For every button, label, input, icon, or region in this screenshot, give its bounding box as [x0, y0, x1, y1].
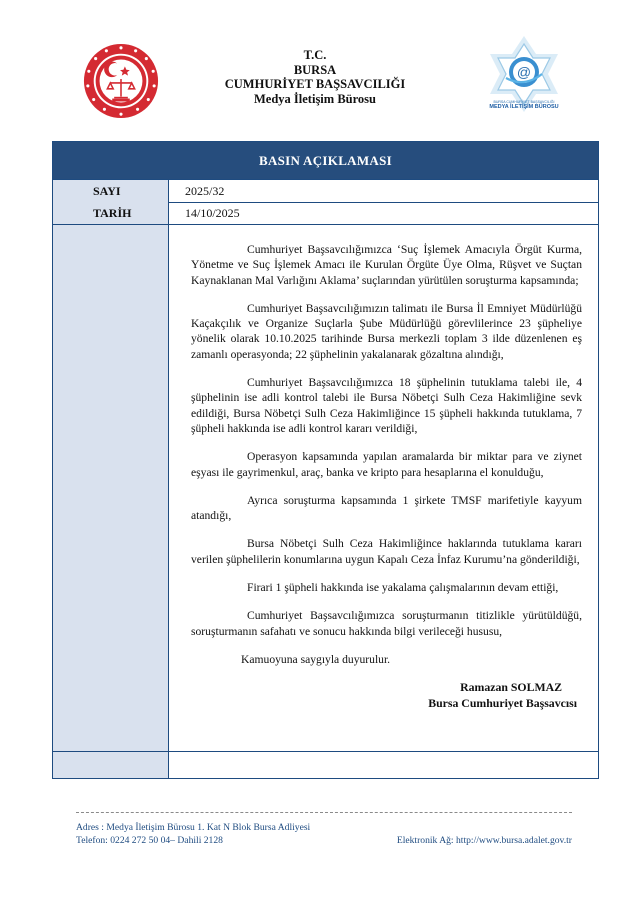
- footer-website: Elektronik Ağ: http://www.bursa.adalet.gov.tr: [396, 835, 572, 846]
- date-label: TARİH: [53, 202, 169, 224]
- press-release-text: [191, 242, 582, 711]
- number-row: [53, 179, 598, 203]
- footer-phone: Telefon: 0224 272 50 04– Dahili 2128: [76, 835, 223, 846]
- number-value: 2025/32: [185, 184, 225, 198]
- paragraph: Cumhuriyet Başsavcılığımızın talimatı ile Bursa İl Emniyet Müdürlüğü Kaçakçılık ve Organize Suçlarla Şube Müdürlüğü görevlilerince 23 şüpheliye yönelik olarak 10.10.2025 tarihinde Bursa merkezli toplam 3 ilde düzenlenen eş zamanlı operasyonda; 22 şüphelinin yakalanarak gözaltına alındığı,: [191, 301, 582, 361]
- footer-right-cell: [169, 751, 598, 778]
- closing-line: Kamuoyuna saygıyla duyurulur.: [241, 652, 391, 666]
- body-content-cell: [169, 225, 598, 751]
- title-line-office: CUMHURİYET BAŞSAVCILIĞI: [224, 77, 406, 91]
- title-line-bureau: Medya İletişim Bürosu: [254, 91, 376, 106]
- title-line-tc: T.C.: [303, 48, 327, 62]
- logo-caption-small: BURSA CUMHURİYET BAŞSAVCILIĞI: [493, 100, 555, 104]
- justice-ministry-seal-icon: [82, 42, 160, 120]
- body-left-column: [53, 225, 169, 751]
- svg-text:@: @: [516, 64, 532, 80]
- media-bureau-logo-caption: [478, 100, 570, 110]
- paragraph: Cumhuriyet Başsavcılığımızca 18 şüphelinin tutuklama talebi ile, 4 şüphelinin ise adli kontrol talebi ile Bursa Nöbetçi Sulh Ceza Hakimliğine sevk edildiği, Bursa Nöbetçi Sulh Ceza Hakimliğince 15 şüpheli hakkında tutuklama, 7 şüpheli hakkında ise adli kontrol kararı verildiği,: [191, 376, 582, 435]
- footer-address: Adres : Medya İletişim Bürosu 1. Kat N Blok Bursa Adliyesi: [76, 822, 311, 833]
- page-header: [0, 0, 632, 130]
- press-release-frame: [52, 141, 599, 779]
- paragraph: Cumhuriyet Başsavcılığımızca soruşturmanın titizlikle yürütüldüğü, soruşturmanın safahatı ve sonucu hakkında bilgi verileceği hususu,: [191, 609, 582, 638]
- logo-caption-big: MEDYA İLETİŞİM BÜROSU: [489, 104, 559, 110]
- paragraph: Firari 1 şüpheli hakkında ise yakalama çalışmalarının devam ettiği,: [247, 581, 559, 595]
- paragraph: Cumhuriyet Başsavcılığımızca ‘Suç İşlemek Amacıyla Örgüt Kurma, Yönetme ve Suç İşlemek Amacı ile Kurulan Örgüte Üye Olma, Rüşvet ve Suçtan Kaynaklanan Mal Varlığını Aklama’ suçlarından yürütülen soruşturma kapsamında;: [191, 243, 582, 287]
- paragraph: Bursa Nöbetçi Sulh Ceza Hakimliğince haklarında tutuklama kararı verilen şüphelilerin konumlarına uygun Kapalı Ceza İnfaz Kurumu’na gönderildiği,: [191, 537, 582, 566]
- institution-title: [190, 48, 440, 106]
- banner-title: BASIN AÇIKLAMASI: [258, 153, 393, 168]
- signature-name: Ramazan SOLMAZ: [460, 680, 562, 695]
- press-release-banner: [53, 142, 598, 179]
- paragraph: Ayrıca soruşturma kapsamında 1 şirkete TMSF marifetiyle kayyum atandığı,: [191, 493, 582, 523]
- number-label: SAYI: [53, 180, 169, 202]
- paragraph: Operasyon kapsamında yapılan aramalarda bir miktar para ve ziynet eşyası ile gayrimenkul, araç, banka ve kripto para hesaplarına el konulduğu,: [191, 450, 582, 479]
- signature-block: [191, 680, 582, 711]
- signature-title: Bursa Cumhuriyet Başsavcısı: [428, 695, 577, 710]
- page-footer: [76, 821, 576, 847]
- footer-divider: [76, 812, 572, 813]
- date-value: 14/10/2025: [185, 206, 240, 220]
- date-row: [53, 202, 598, 225]
- title-line-city: BURSA: [293, 62, 337, 77]
- footer-left-cell: [53, 751, 169, 778]
